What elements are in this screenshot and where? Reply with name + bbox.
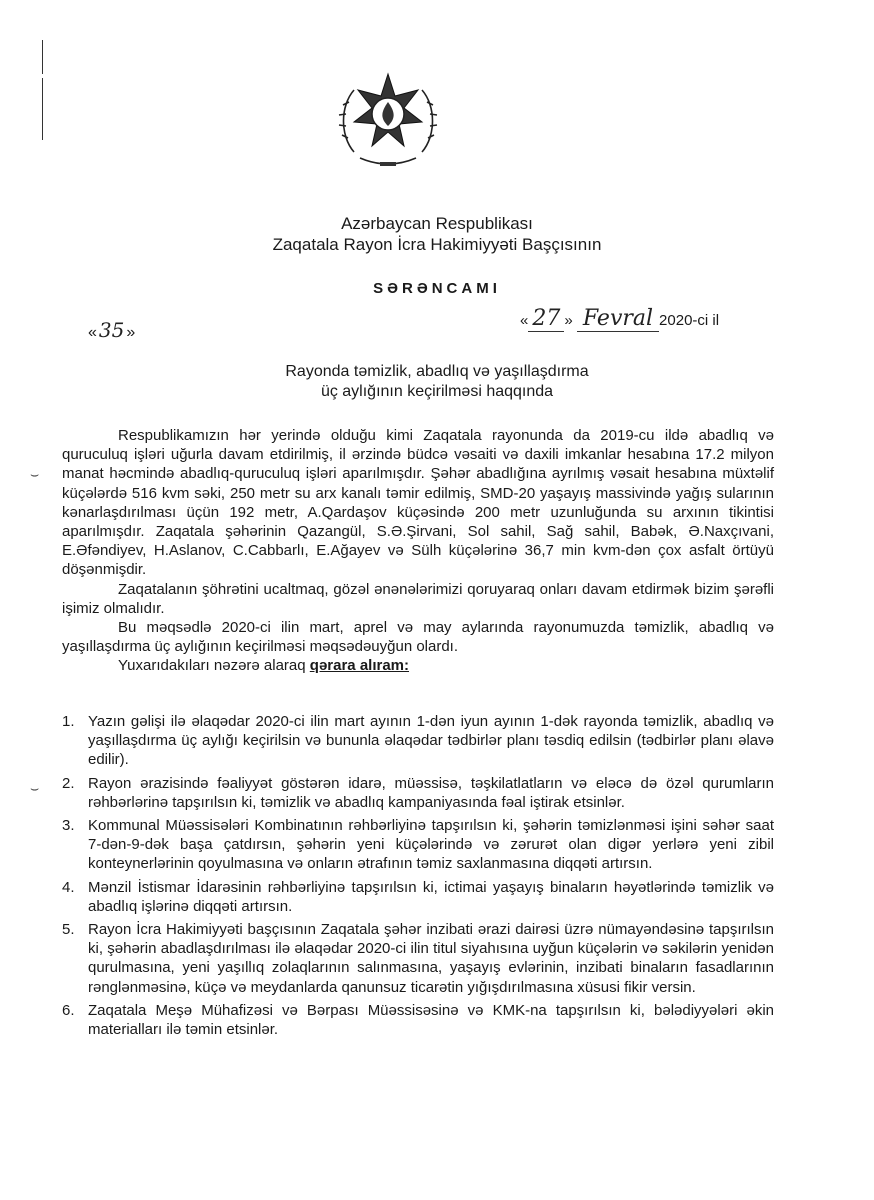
header-line-2: Zaqatala Rayon İcra Hakimiyyəti Başçısının bbox=[272, 235, 602, 254]
list-item: 6. Zaqatala Meşə Mühafizəsi və Bərpası Müəssisəsinə və KMK-na tapşırılsın ki, bələdiyyələri əkin materialları ilə təmin etsinlər. bbox=[62, 1001, 774, 1039]
scan-edge-mark bbox=[42, 40, 43, 74]
decree-number: « 35 » bbox=[88, 318, 136, 342]
paragraph-2: Zaqatalanın şöhrətini ucaltmaq, gözəl ənənələrimizi qoruyaraq onları davam etdirmək bizim şərəfli işimiz olmalıdır. bbox=[62, 580, 774, 617]
list-item: 5. Rayon İcra Hakimiyyəti başçısının Zaqatala şəhər inzibati ərazi dairəsi üzrə nümayəndəsinə tapşırılsın ki, şəhərin abadlaşdırılması ilə əlaqədar 2020-ci ilin titul siyahısına uyğun küçələrin və səkilərin yenidən qurulmasına, yeni yaşıllıq zolaqlarının salınmasına, yaşayış evlərinin, inzibati binaların fasadlarının rənglənməsinə, küçə və meydanlarda qanunsuz ticarətin yığışdırılmasına xüsusi fikir versin. bbox=[62, 921, 774, 996]
preamble bbox=[62, 426, 774, 676]
date-month: Fevral bbox=[577, 306, 659, 332]
margin-tick-mark: ⌣ bbox=[30, 466, 40, 482]
list-item: 2. Rayon ərazisində fəaliyyət göstərən idarə, müəssisə, təşkilatlatların və eləcə də özəl qurumların rəhbərlərinə tapşırılsın ki, təmizlik və abadlıq kampaniyasında fəal iştirak etsinlər. bbox=[62, 774, 774, 811]
decree-date: « 27 » Fevral 2020-ci il bbox=[520, 306, 720, 331]
decree-number-value: 35 bbox=[98, 318, 125, 342]
date-day: 27 bbox=[528, 306, 564, 332]
header-line-1: Azərbaycan Respublikası bbox=[341, 214, 533, 233]
coat-of-arms-icon bbox=[334, 66, 442, 176]
paragraph-1: Respublikamızın hər yerində olduğu kimi Zaqatala rayonunda da 2019-cu ildə abadlıq və quruculuq işləri uğurla davam etdirilmiş, il ərzində büdcə vəsaiti və daxili imkanlar hesabına 17.2 milyon manat həcmində abadlıq-quruculuq işləri aparılmışdır. Şəhər abadlığına ayrılmış vəsait hesabına müxtəlif küçələrdə 516 kvm səki, 250 metr su arx kanalı təmir edilmiş, SMD-20 yaşayış massivində yağış sularının kənarlaşdırılması üçün 192 metr, A.Qardaşov küçəsində 200 metr uzunluğunda su arxının tikintisi aparılmışdır. Zaqatala şəhərinin Qazangül, S.Ə.Şirvani, Sol sahil, Sağ sahil, Babək, Ə.Naxçıvani, E.Əfəndiyev, H.Aslanov, C.Cabbarlı, E.Ağayev və Sülh küçələrinə 36,7 min kvm-dən çox asfalt örtüyü döşənmişdir. bbox=[62, 427, 774, 579]
scan-edge-mark bbox=[42, 78, 43, 140]
decision-list bbox=[62, 712, 774, 1043]
paragraph-3: Bu məqsədlə 2020-ci ilin mart, aprel və may aylarında rayonumuzda təmizlik, abadlıq və yaşıllaşdırma üç aylığının keçirilməsi məqsədəuyğun olardı. bbox=[62, 619, 774, 656]
list-item: 4. Mənzil İstismar İdarəsinin rəhbərliyinə tapşırılsın ki, ictimai yaşayış binaların həyətlərində təmizlik və abadlıq işlərinə diqqəti artırsın. bbox=[62, 878, 774, 915]
paragraph-4: Yuxarıdakıları nəzərə alaraq qərara alıram: bbox=[118, 657, 410, 675]
decree-subject: Rayonda təmizlik, abadlıq və yaşıllaşdırma üç aylığının keçirilməsi haqqında bbox=[285, 363, 589, 400]
list-item: 3. Kommunal Müəssisələri Kombinatının rəhbərliyinə tapşırılsın ki, şəhərin təmizlənməsi işini səhər saat 7-dən-9-dək başa çatdırsın, şəhərin yeni küçələrində və zərurət olan digər yerlərə yeni zibil konteynerlərinin qoyulmasına və onların ətrafının təmiz saxlanmasına diqqəti artırsın. bbox=[62, 817, 774, 873]
margin-tick-mark: ⌣ bbox=[30, 780, 40, 796]
decision-phrase: qərara alıram: bbox=[309, 657, 410, 675]
document-type: SƏRƏNCAMI bbox=[373, 280, 501, 297]
list-item: 1. Yazın gəlişi ilə əlaqədar 2020-ci ilin mart ayının 1-dən iyun ayının 1-dək rayonda təmizlik, abadlıq və yaşıllaşdırma üç aylığı keçirilsin və bununla əlaqədar tədbirlər planı təsdiq edilsin (tədbirlər planı əlavə edilir). bbox=[62, 713, 774, 769]
date-year: 2020-ci il bbox=[659, 312, 720, 329]
